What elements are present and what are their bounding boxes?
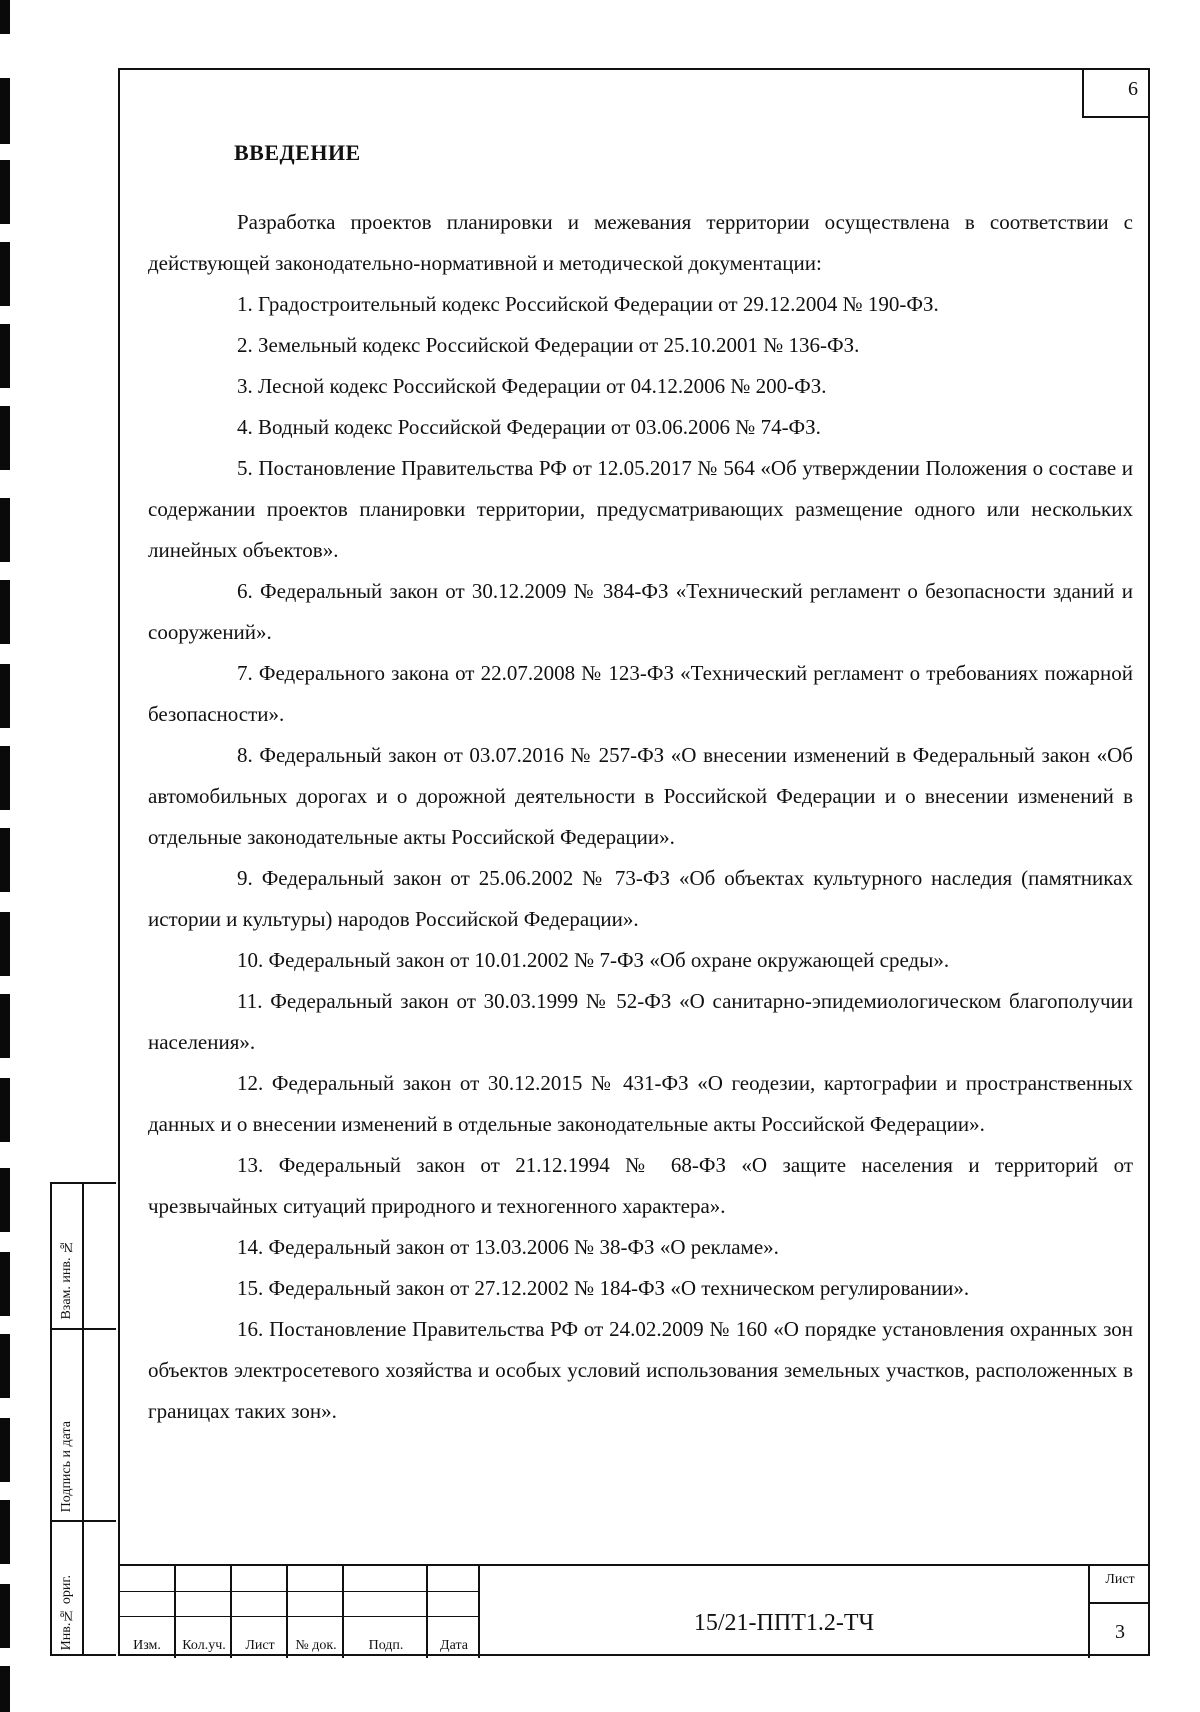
document-code: 15/21-ППТ1.2-ТЧ xyxy=(480,1566,1090,1658)
binding-mark xyxy=(0,1584,10,1648)
binding-mark xyxy=(0,828,10,892)
binding-mark xyxy=(0,664,10,728)
sheet-box xyxy=(1090,1566,1150,1658)
list-item: 3. Лесной кодекс Российской Федерации от 04.12.2006 № 200-ФЗ. xyxy=(237,374,827,398)
list-item: 12. Федеральный закон от 30.12.2015 № 431-ФЗ «О геодезии, картографии и пространственных данных и о внесении изменений в отдельные законодательные акты Российской Федерации». xyxy=(148,1071,1133,1136)
sheet-label: Лист xyxy=(1105,1572,1135,1587)
list-item: 14. Федеральный закон от 13.03.2006 № 38-ФЗ «О рекламе». xyxy=(237,1235,779,1259)
binding-mark xyxy=(0,406,10,470)
binding-mark xyxy=(0,78,10,144)
side-cell-replacement xyxy=(52,1184,116,1330)
list-item: 4. Водный кодекс Российской Федерации от 03.06.2006 № 74-ФЗ. xyxy=(237,415,821,439)
list-item: 11. Федеральный закон от 30.03.1999 № 52-ФЗ «О санитарно-эпидемиологическом благополучии населения». xyxy=(148,989,1133,1054)
list-item: 15. Федеральный закон от 27.12.2002 № 184-ФЗ «О техническом регулировании». xyxy=(237,1276,970,1300)
binding-mark xyxy=(0,1666,10,1712)
binding-mark xyxy=(0,1078,10,1142)
column-header: Лист xyxy=(245,1638,275,1653)
binding-mark xyxy=(0,746,10,810)
binding-mark xyxy=(0,1252,10,1316)
list-item: 10. Федеральный закон от 10.01.2002 № 7-ФЗ «Об охране окружающей среды». xyxy=(237,948,950,972)
list-item: 16. Постановление Правительства РФ от 24.02.2009 № 160 «О порядке установления охранных зон объектов электросетевого хозяйства и особых условий использования земельных участков, расположенных в границах таких зон». xyxy=(148,1317,1133,1423)
binding-mark xyxy=(0,242,10,306)
binding-mark xyxy=(0,994,10,1058)
side-label: Подпись и дата xyxy=(59,1420,74,1512)
binding-mark xyxy=(0,1418,10,1482)
revision-table xyxy=(118,1566,480,1658)
binding-mark xyxy=(0,1168,10,1232)
side-cell-signature xyxy=(52,1330,116,1522)
side-stamp xyxy=(50,1182,116,1656)
page-heading: ВВЕДЕНИЕ xyxy=(234,140,361,165)
side-label: Взам. инв. № xyxy=(59,1239,74,1320)
binding-mark xyxy=(0,498,10,562)
column-header: Подп. xyxy=(368,1638,404,1653)
binding-mark xyxy=(0,0,10,34)
column-header: № док. xyxy=(295,1638,337,1653)
list-item: 1. Градостроительный кодекс Российской Федерации от 29.12.2004 № 190-ФЗ. xyxy=(237,292,939,316)
side-cell-original xyxy=(52,1522,116,1658)
list-item: 13. Федеральный закон от 21.12.1994 № 68-ФЗ «О защите населения и территорий от чрезвычайных ситуаций природного и техногенного характера». xyxy=(148,1153,1133,1218)
list-item: 2. Земельный кодекс Российской Федерации от 25.10.2001 № 136-ФЗ. xyxy=(237,333,860,357)
list-item: 5. Постановление Правительства РФ от 12.05.2017 № 564 «Об утверждении Положения о составе и содержании проектов планировки территории, предусматривающих размещение одного или нескольких линейных объектов». xyxy=(148,456,1133,562)
list-item: 9. Федеральный закон от 25.06.2002 № 73-ФЗ «Об объектах культурного наследия (памятниках истории и культуры) народов Российской Федерации». xyxy=(148,866,1133,931)
binding-mark xyxy=(0,160,10,224)
list-item: 6. Федеральный закон от 30.12.2009 № 384-ФЗ «Технический регламент о безопасности зданий и сооружений». xyxy=(148,579,1133,644)
title-block xyxy=(118,1564,1150,1656)
binding-mark xyxy=(0,580,10,644)
document-body xyxy=(148,202,1133,1432)
binding-mark xyxy=(0,1334,10,1398)
intro-paragraph: Разработка проектов планировки и межевания территории осуществлена в соответствии с действующей законодательно-нормативной и методической документации: xyxy=(148,210,1133,275)
binding-mark xyxy=(0,912,10,976)
binding-mark xyxy=(0,324,10,388)
column-header: Дата xyxy=(440,1638,468,1653)
page-number-corner: 6 xyxy=(1082,70,1148,118)
list-item: 7. Федерального закона от 22.07.2008 № 123-ФЗ «Технический регламент о требованиях пожарной безопасности». xyxy=(148,661,1133,726)
list-item: 8. Федеральный закон от 03.07.2016 № 257-ФЗ «О внесении изменений в Федеральный закон «Об автомобильных дорогах и о дорожной деятельности в Российской Федерации и о внесении изменений в отдельные законодательные акты Российской Федерации». xyxy=(148,743,1133,849)
column-header: Кол.уч. xyxy=(182,1638,226,1653)
side-label: Инв.№ ориг. xyxy=(59,1574,74,1650)
binding-mark xyxy=(0,1500,10,1564)
sheet-number: 3 xyxy=(1090,1602,1150,1658)
column-header: Изм. xyxy=(133,1638,161,1653)
